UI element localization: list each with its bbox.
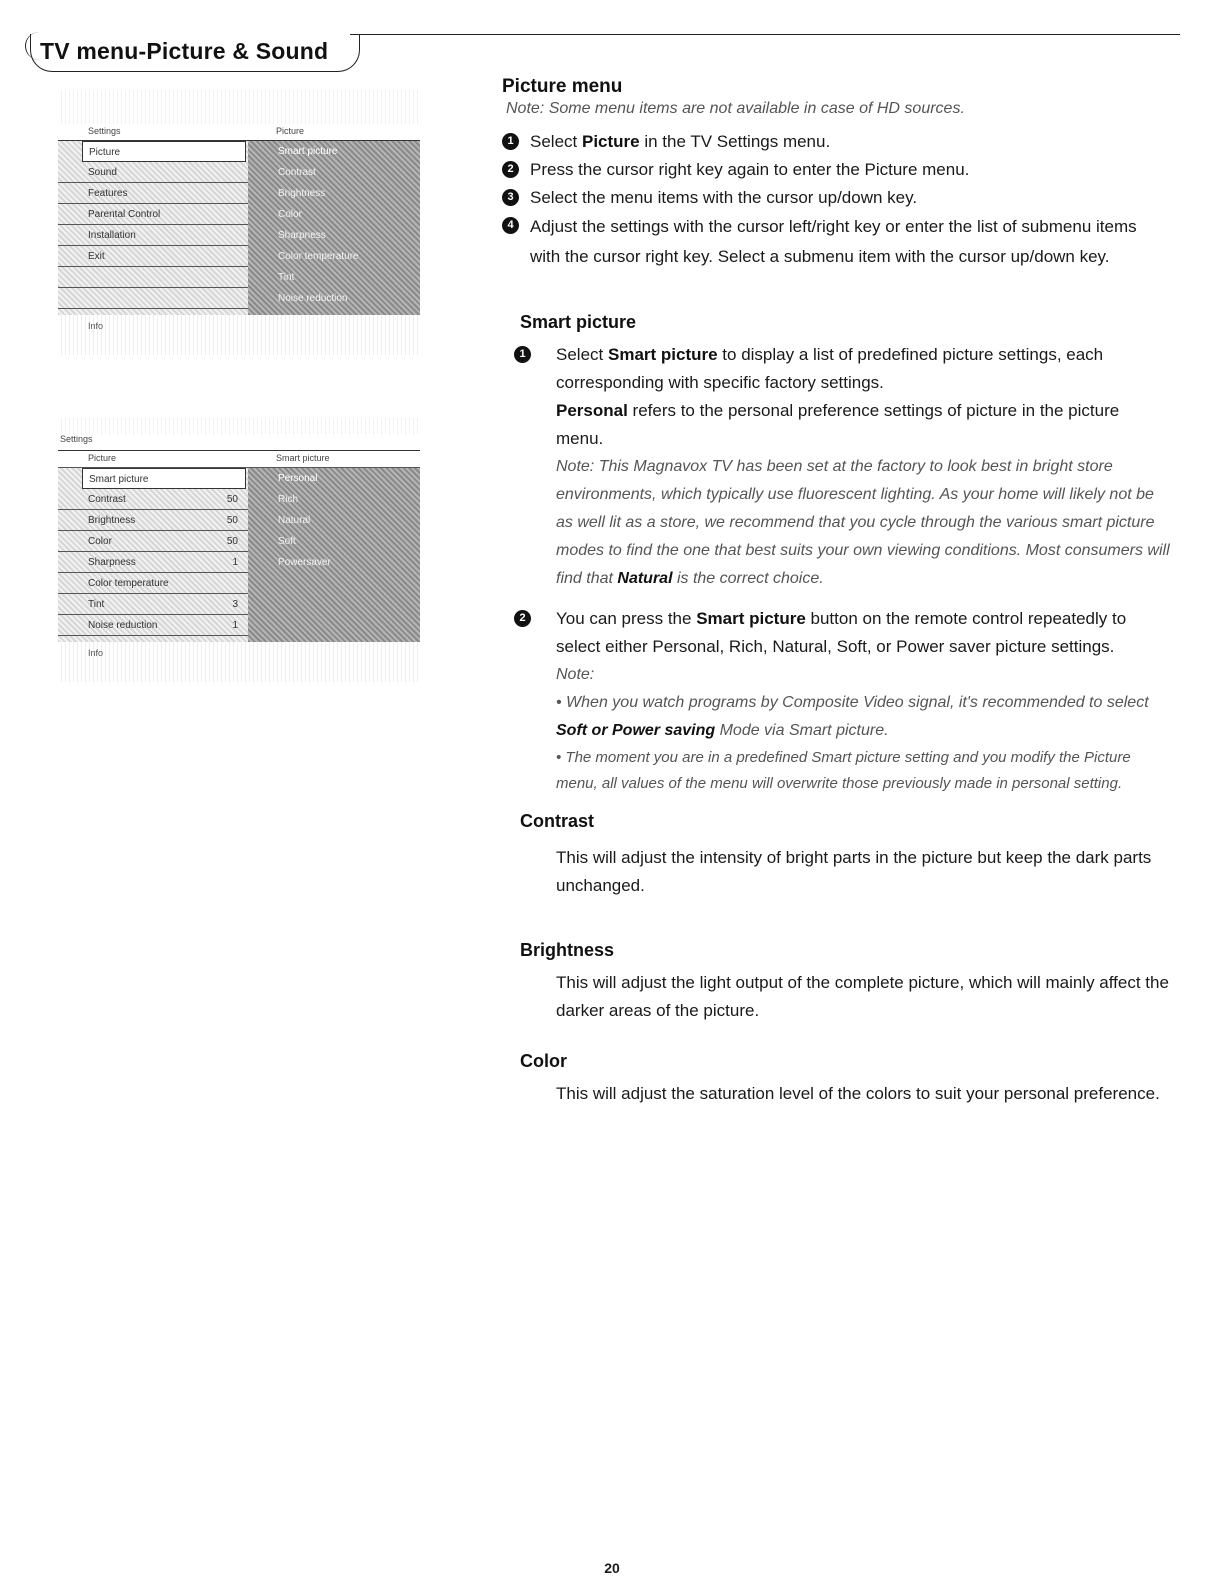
menu-item: Exit: [58, 246, 248, 267]
step-number: 1: [502, 133, 519, 150]
submenu-item: Color temperature: [278, 251, 359, 262]
menu-item: Contrast 50: [58, 489, 248, 510]
screenshot-top-area: [58, 418, 420, 434]
menu-item: Color 50: [58, 531, 248, 552]
note-bullet-composite: • When you watch programs by Composite Video signal, it's recommended to select Soft or Power saving Mode via Smart picture.: [556, 694, 1149, 739]
brightness-text: This will adjust the light output of the complete picture, which will mainly affect the darker areas of the picture.: [556, 973, 1169, 1020]
menu-item: Brightness 50: [58, 510, 248, 531]
menu-item: Color temperature: [58, 573, 248, 594]
info-label: Info: [58, 642, 420, 682]
step-3: 3 Select the menu items with the cursor up/down key.: [476, 184, 1170, 212]
menu-screenshot-picture: [58, 90, 420, 355]
menu-item: Sharpness 1: [58, 552, 248, 573]
picture-list: [58, 468, 248, 642]
menu-screenshot-smart-picture: [58, 418, 420, 682]
section-heading-brightness: Brightness: [520, 940, 615, 960]
menu-item: Installation: [58, 225, 248, 246]
step-number: 4: [502, 217, 519, 234]
left-header: Picture: [88, 453, 117, 463]
step-number: 1: [514, 346, 531, 363]
menu-item-empty: [58, 267, 248, 288]
submenu-item: Contrast: [278, 167, 316, 178]
section-heading-contrast: Contrast: [520, 811, 595, 831]
contrast-text: This will adjust the intensity of bright parts in the picture but keep the dark parts unchanged.: [556, 848, 1152, 895]
menu-item: Smart picture: [82, 468, 246, 489]
submenu-item: Soft: [278, 536, 296, 547]
screenshot-top-area: [58, 90, 420, 124]
step-number: 3: [502, 189, 519, 206]
submenu-item: Noise reduction: [278, 293, 348, 304]
smart-picture-step-1: 1 Select Smart picture to display a list of predefined picture settings, each corresponding with specific factory settings. Personal refers to the personal preference settings of picture in the picture menu. Note: This Magnavox TV has been set at the factory to look best in bright store environments, which typically use fluorescent lighting. As your home will likely not be as well lit as a store, we recommend that you cycle through the various smart picture modes to find the one that best suits your own viewing conditions. Most consumers will find that Natural is the correct choice.: [496, 341, 1170, 593]
section-heading-smart-picture: Smart picture: [520, 312, 637, 332]
menu-item: Picture: [82, 141, 246, 162]
picture-submenu-list: [248, 141, 420, 315]
note-hd: Note: Some menu items are not available in case of HD sources.: [506, 100, 965, 117]
submenu-item: Natural: [278, 515, 311, 526]
submenu-item: Powersaver: [278, 557, 331, 568]
step-number: 2: [502, 161, 519, 178]
smart-picture-step-2: 2 You can press the Smart picture button on the remote control repeatedly to select either Personal, Rich, Natural, Soft, or Power saver picture settings. Note: • When you watch programs by Composite Video signal, it's recommended to select Soft or Power saving Mode via Smart picture. • The moment you are in a predefined Smart picture setting and you modify the Picture menu, all values of the menu will overwrite those previously made in personal setting.: [496, 605, 1170, 797]
right-header: Smart picture: [276, 453, 330, 463]
factory-note: Note: This Magnavox TV has been set at the factory to look best in bright store environments, which typically use fluorescent lighting. As your home will likely not be as well lit as a store, we recommend that you cycle through the various smart picture modes to find the one that best suits your own viewing conditions. Most consumers will find that Natural is the correct choice.: [556, 458, 1170, 587]
submenu-item: Tint: [278, 272, 295, 283]
settings-top-label: Settings: [58, 434, 420, 451]
color-text: This will adjust the saturation level of the colors to suit your personal preference.: [556, 1084, 1160, 1103]
step-number: 2: [514, 610, 531, 627]
note-bullet-overwrite: • The moment you are in a predefined Smart picture setting and you modify the Picture menu, all values of the menu will overwrite those previously made in personal setting.: [556, 749, 1131, 792]
menu-item: Sound: [58, 162, 248, 183]
header-rule: [350, 34, 1180, 35]
content-column: [502, 76, 1170, 1108]
note-label: Note:: [556, 666, 595, 683]
smart-picture-options: [248, 468, 420, 642]
menu-item: Noise reduction 1: [58, 615, 248, 636]
screenshot-headers: [58, 451, 420, 468]
right-header: Picture: [276, 126, 305, 136]
info-label: Info: [58, 315, 420, 355]
submenu-item: Smart picture: [278, 146, 338, 157]
settings-list: [58, 141, 248, 315]
menu-item: Tint 3: [58, 594, 248, 615]
menu-item: Features: [58, 183, 248, 204]
step-2: 2 Press the cursor right key again to enter the Picture menu.: [476, 156, 1170, 184]
submenu-item: Color: [278, 209, 302, 220]
submenu-item: Personal: [278, 473, 318, 484]
menu-item-empty: [58, 288, 248, 309]
submenu-item: Rich: [278, 494, 299, 505]
section-heading-color: Color: [520, 1051, 567, 1071]
page-title: TV menu-Picture & Sound: [40, 38, 329, 64]
submenu-item: Sharpness: [278, 230, 326, 241]
page-number: 20: [604, 1560, 620, 1576]
screenshot-headers: [58, 124, 420, 141]
menu-item: Parental Control: [58, 204, 248, 225]
step-4: 4 Adjust the settings with the cursor left/right key or enter the list of submenu items with the cursor right key. Select a submenu item with the cursor up/down key.: [476, 212, 1170, 272]
left-header: Settings: [88, 126, 121, 136]
step-1: 1 Select Picture in the TV Settings menu.: [476, 128, 1170, 156]
section-heading-picture-menu: Picture menu: [502, 76, 623, 97]
submenu-item: Brightness: [278, 188, 326, 199]
